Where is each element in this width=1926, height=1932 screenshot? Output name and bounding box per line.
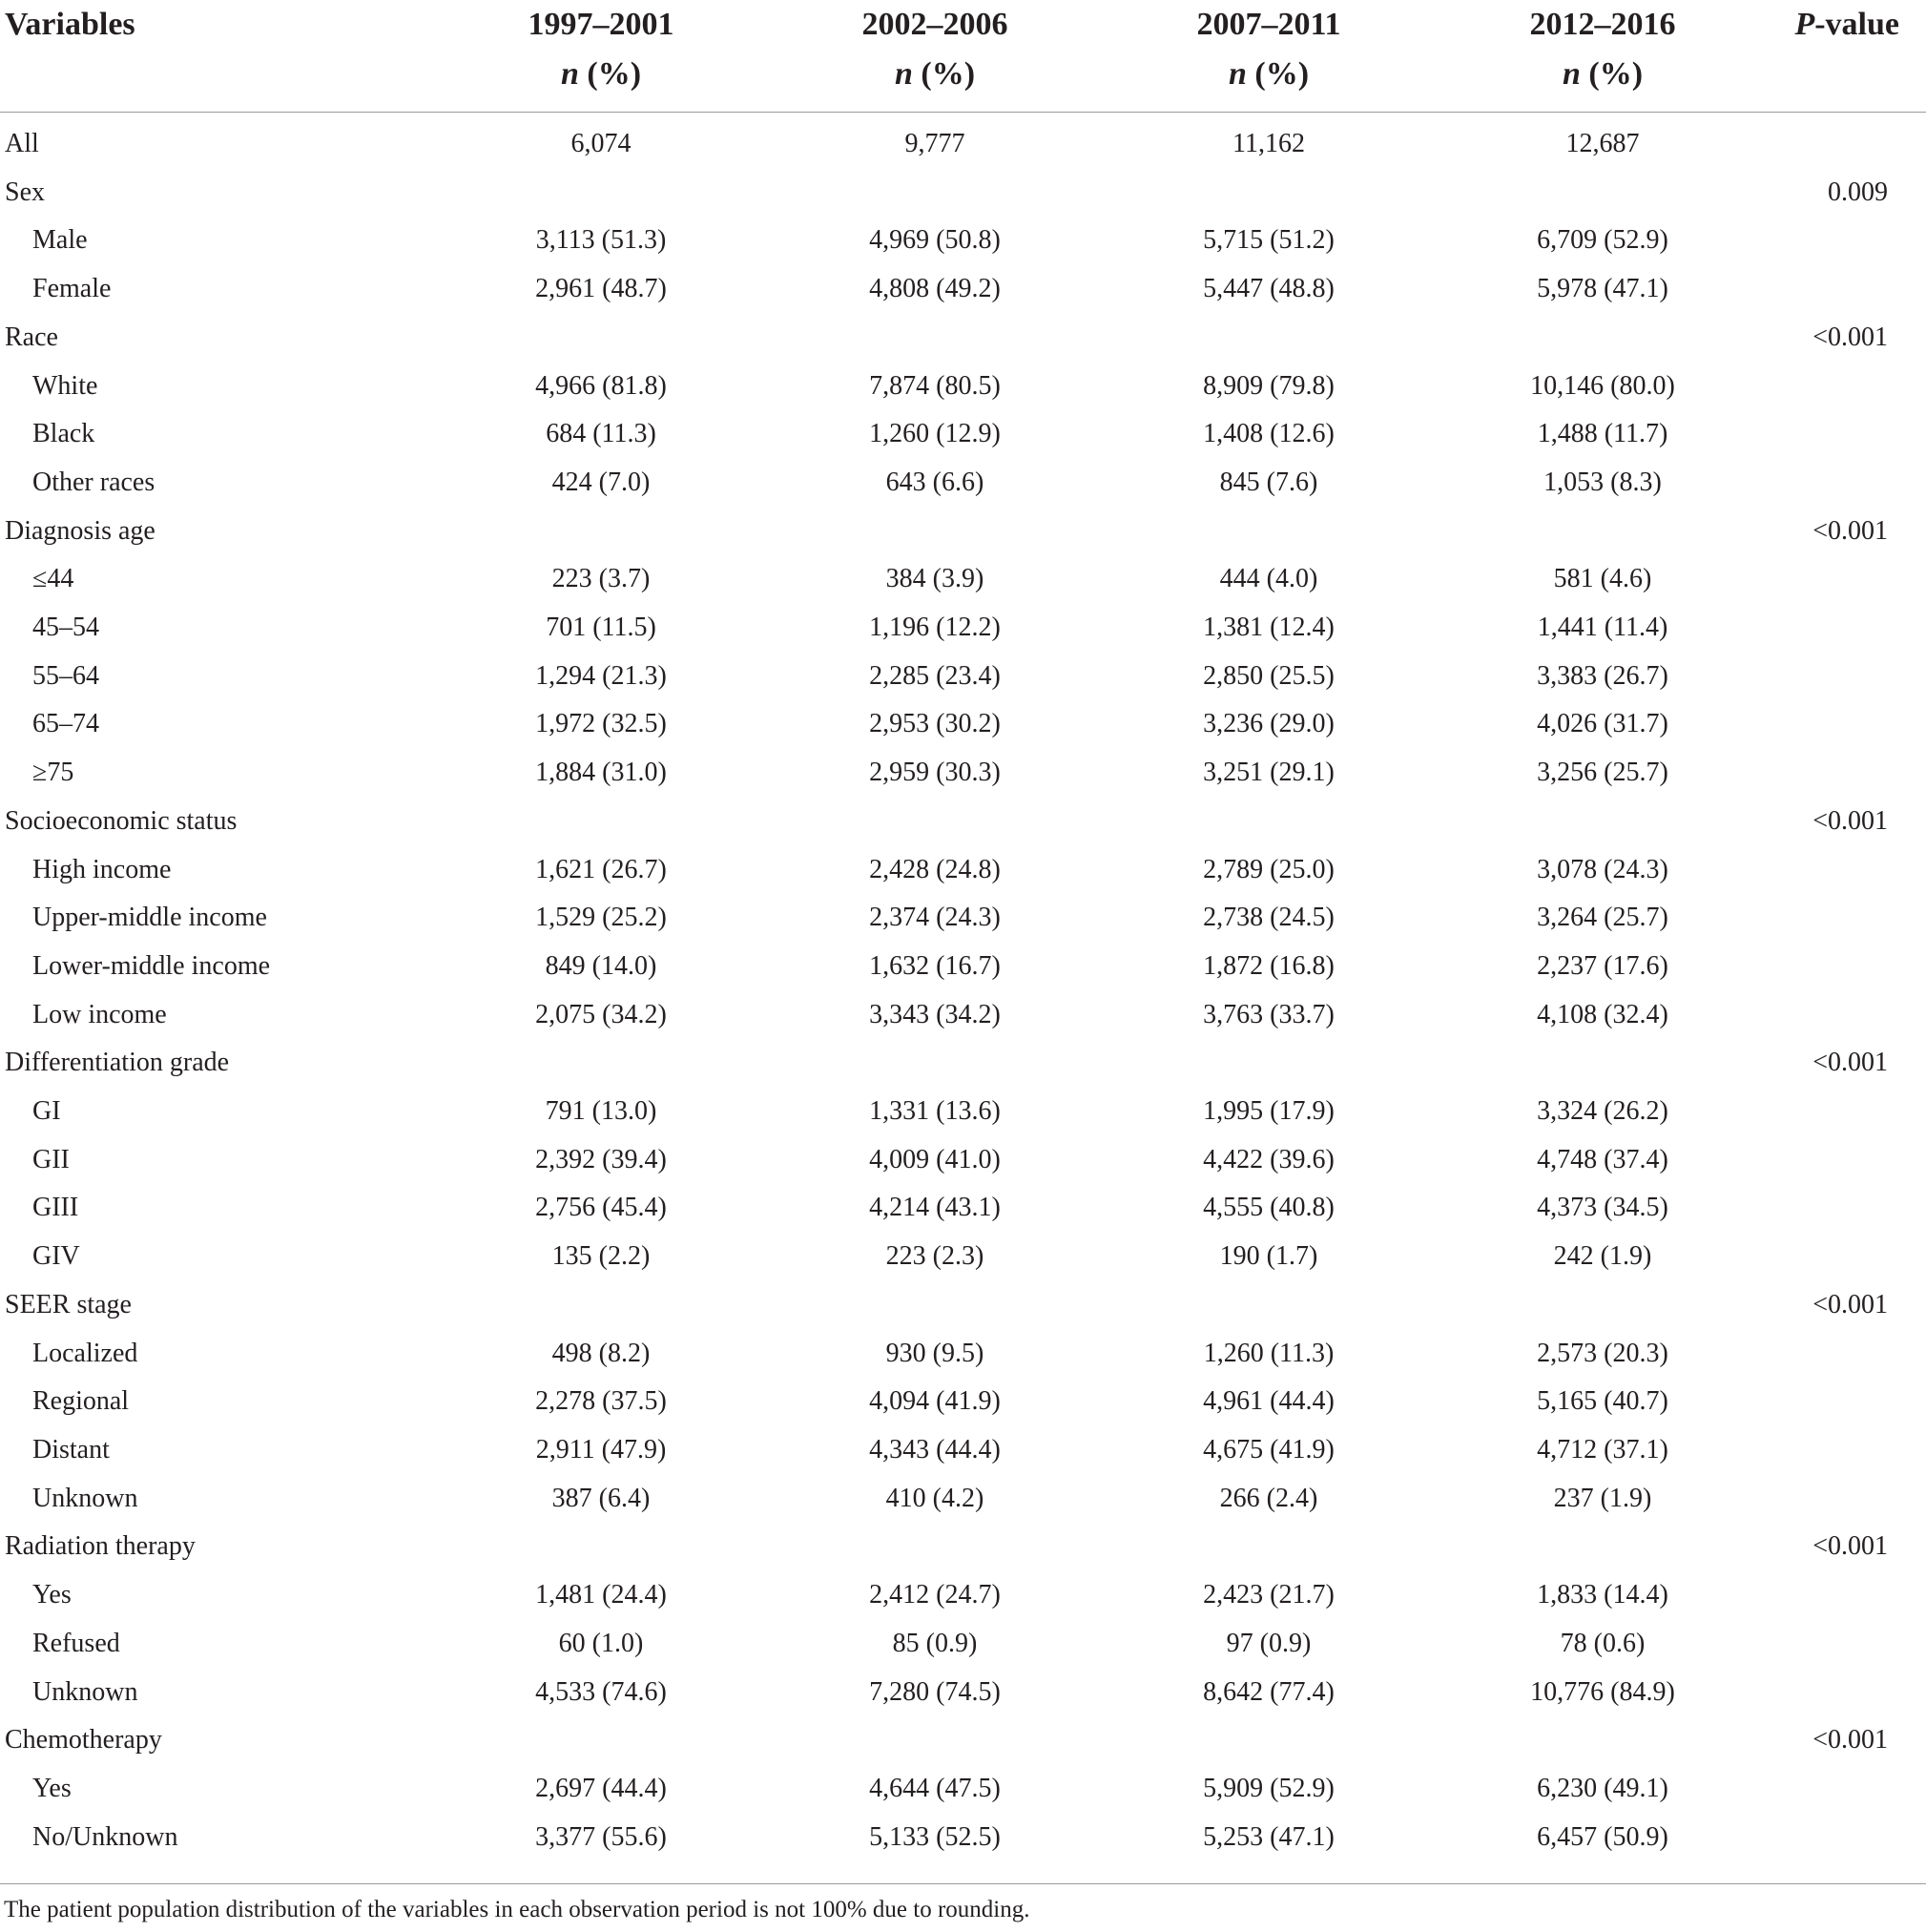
table-row bbox=[0, 1378, 1926, 1426]
cell-period-2: 2,953 (30.2) bbox=[869, 709, 1001, 739]
row-sublabel: White bbox=[32, 370, 98, 401]
cell-period-3: 5,447 (48.8) bbox=[1203, 274, 1335, 304]
cell-pvalue bbox=[1770, 700, 1926, 749]
row-sublabel: ≤44 bbox=[32, 564, 74, 594]
cell-period-1: 60 (1.0) bbox=[558, 1628, 644, 1658]
table-row bbox=[0, 217, 1926, 265]
cell-period-1: 1,621 (26.7) bbox=[535, 854, 667, 884]
table-row bbox=[0, 1136, 1926, 1185]
cell-pvalue bbox=[1770, 991, 1926, 1040]
cell-period-2: 3,343 (34.2) bbox=[869, 999, 1001, 1029]
cell-pvalue bbox=[1770, 1136, 1926, 1185]
cell-period-4: 581 (4.6) bbox=[1553, 564, 1652, 594]
row-sublabel: Refused bbox=[32, 1628, 120, 1658]
cell-period-4 bbox=[1436, 508, 1770, 556]
header-pct-symbol: (%) bbox=[1254, 56, 1310, 92]
cell-period-4: 1,488 (11.7) bbox=[1537, 419, 1668, 449]
cell-period-2: 384 (3.9) bbox=[885, 564, 984, 594]
table-row bbox=[0, 653, 1926, 701]
cell-period-4 bbox=[1436, 1281, 1770, 1330]
row-sublabel: Unknown bbox=[32, 1676, 138, 1707]
cell-period-1: 1,481 (24.4) bbox=[535, 1580, 667, 1610]
cell-period-1: 2,392 (39.4) bbox=[535, 1144, 667, 1174]
cell-period-4: 4,748 (37.4) bbox=[1537, 1144, 1668, 1174]
cell-pvalue bbox=[1770, 749, 1926, 798]
header-pct-symbol: (%) bbox=[587, 56, 642, 92]
cell-period-2: 2,374 (24.3) bbox=[869, 903, 1001, 933]
cell-pvalue: <0.001 bbox=[1812, 515, 1888, 546]
cell-period-1: 2,075 (34.2) bbox=[535, 999, 667, 1029]
row-sublabel: Localized bbox=[32, 1338, 138, 1368]
row-sublabel: No/Unknown bbox=[32, 1821, 178, 1852]
cell-period-2: 4,214 (43.1) bbox=[869, 1193, 1001, 1223]
header-period-2: 2002–2006 bbox=[861, 7, 1008, 42]
row-sublabel: GII bbox=[32, 1144, 70, 1174]
cell-pvalue bbox=[1770, 1669, 1926, 1717]
header-pvalue-rest: -value bbox=[1814, 7, 1899, 42]
cell-period-3: 8,909 (79.8) bbox=[1203, 370, 1335, 401]
row-sublabel: GI bbox=[32, 1096, 61, 1127]
cell-pvalue bbox=[1770, 1184, 1926, 1233]
header-n-pct-2 bbox=[768, 50, 1102, 113]
table-row bbox=[0, 1281, 1926, 1330]
row-sublabel: Distant bbox=[32, 1434, 110, 1465]
table-row bbox=[0, 1426, 1926, 1475]
cell-period-4: 6,709 (52.9) bbox=[1537, 225, 1668, 256]
header-pvalue-p: P bbox=[1794, 7, 1815, 42]
cell-period-4: 4,026 (31.7) bbox=[1537, 709, 1668, 739]
table-row bbox=[0, 265, 1926, 314]
cell-period-4: 4,373 (34.5) bbox=[1537, 1193, 1668, 1223]
cell-pvalue: <0.001 bbox=[1812, 1289, 1888, 1319]
cell-period-1: 4,966 (81.8) bbox=[535, 370, 667, 401]
cell-period-2: 1,196 (12.2) bbox=[869, 613, 1001, 643]
table-row bbox=[0, 410, 1926, 459]
cell-pvalue bbox=[1770, 459, 1926, 508]
table-row bbox=[0, 894, 1926, 943]
table-row bbox=[0, 798, 1926, 846]
cell-pvalue: <0.001 bbox=[1812, 805, 1888, 836]
table-row bbox=[0, 1233, 1926, 1281]
cell-period-1: 6,074 bbox=[570, 129, 632, 158]
cell-period-2: 1,632 (16.7) bbox=[869, 950, 1001, 981]
row-sublabel: 65–74 bbox=[32, 709, 99, 739]
cell-period-2: 7,280 (74.5) bbox=[869, 1676, 1001, 1707]
cell-pvalue bbox=[1770, 894, 1926, 943]
cell-period-4: 3,256 (25.7) bbox=[1537, 758, 1668, 788]
cell-period-3: 5,909 (52.9) bbox=[1203, 1773, 1335, 1803]
table-row bbox=[0, 169, 1926, 218]
cell-period-3 bbox=[1102, 1281, 1436, 1330]
table-row bbox=[0, 555, 1926, 604]
header-n-symbol: n bbox=[1562, 56, 1581, 92]
row-sublabel: Unknown bbox=[32, 1483, 138, 1513]
cell-period-3 bbox=[1102, 314, 1436, 363]
cell-pvalue bbox=[1770, 1378, 1926, 1426]
cell-period-4: 5,978 (47.1) bbox=[1537, 274, 1668, 304]
cell-pvalue bbox=[1770, 1571, 1926, 1620]
table-header bbox=[0, 0, 1926, 113]
row-sublabel: Yes bbox=[32, 1773, 72, 1803]
cell-period-1: 2,961 (48.7) bbox=[535, 274, 667, 304]
cell-period-1 bbox=[434, 508, 768, 556]
cell-period-1: 849 (14.0) bbox=[545, 950, 657, 981]
cell-period-2: 4,644 (47.5) bbox=[869, 1773, 1001, 1803]
row-category-label: SEER stage bbox=[5, 1289, 132, 1319]
cell-pvalue bbox=[1770, 217, 1926, 265]
row-sublabel: Yes bbox=[32, 1580, 72, 1610]
cell-period-1: 1,529 (25.2) bbox=[535, 903, 667, 933]
table-row bbox=[0, 700, 1926, 749]
cell-period-3: 4,422 (39.6) bbox=[1203, 1144, 1335, 1174]
cell-period-1: 2,756 (45.4) bbox=[535, 1193, 667, 1223]
cell-pvalue: <0.001 bbox=[1812, 322, 1888, 352]
row-category-label: Chemotherapy bbox=[5, 1725, 162, 1755]
cell-period-3: 4,555 (40.8) bbox=[1203, 1193, 1335, 1223]
cell-period-3: 2,738 (24.5) bbox=[1203, 903, 1335, 933]
header-blank bbox=[1770, 50, 1926, 113]
table-row bbox=[0, 1765, 1926, 1814]
table-row bbox=[0, 113, 1926, 169]
cell-period-4: 12,687 bbox=[1565, 129, 1640, 158]
cell-period-3: 8,642 (77.4) bbox=[1203, 1676, 1335, 1707]
cell-period-1 bbox=[434, 1281, 768, 1330]
cell-period-2 bbox=[768, 798, 1102, 846]
cell-period-4: 78 (0.6) bbox=[1560, 1628, 1646, 1658]
row-category-label: Race bbox=[5, 322, 58, 352]
cell-period-3: 3,251 (29.1) bbox=[1203, 758, 1335, 788]
header-n-symbol: n bbox=[560, 56, 579, 92]
cell-period-3: 845 (7.6) bbox=[1219, 467, 1318, 497]
cell-period-2 bbox=[768, 1039, 1102, 1088]
cell-period-2: 7,874 (80.5) bbox=[869, 370, 1001, 401]
cell-period-4 bbox=[1436, 169, 1770, 218]
cell-pvalue bbox=[1770, 1475, 1926, 1524]
cell-period-4: 4,712 (37.1) bbox=[1537, 1434, 1668, 1465]
cell-period-3: 190 (1.7) bbox=[1219, 1241, 1318, 1272]
cell-period-1: 223 (3.7) bbox=[551, 564, 651, 594]
cell-period-4: 3,264 (25.7) bbox=[1537, 903, 1668, 933]
row-category-label: Radiation therapy bbox=[5, 1531, 196, 1562]
cell-period-3: 444 (4.0) bbox=[1219, 564, 1318, 594]
table-footnote: The patient population distribution of the variables in each observation period is not 100% due to rounding. bbox=[4, 1897, 1030, 1922]
cell-period-2 bbox=[768, 1281, 1102, 1330]
cell-period-4 bbox=[1436, 1716, 1770, 1765]
header-blank bbox=[0, 50, 434, 113]
table-row bbox=[0, 1669, 1926, 1717]
cell-pvalue bbox=[1770, 943, 1926, 991]
cell-pvalue bbox=[1770, 1620, 1926, 1669]
cell-period-4: 10,776 (84.9) bbox=[1530, 1676, 1675, 1707]
cell-period-4: 3,078 (24.3) bbox=[1537, 854, 1668, 884]
cell-period-3: 5,715 (51.2) bbox=[1203, 225, 1335, 256]
cell-period-3 bbox=[1102, 798, 1436, 846]
cell-period-4: 3,324 (26.2) bbox=[1537, 1096, 1668, 1127]
table-row bbox=[0, 943, 1926, 991]
cell-period-3: 1,381 (12.4) bbox=[1203, 613, 1335, 643]
cell-period-2: 2,412 (24.7) bbox=[869, 1580, 1001, 1610]
cell-period-2: 4,808 (49.2) bbox=[869, 274, 1001, 304]
cell-period-2 bbox=[768, 508, 1102, 556]
header-n-pct-4 bbox=[1436, 50, 1770, 113]
cell-period-2: 643 (6.6) bbox=[885, 467, 984, 497]
header-n-symbol: n bbox=[894, 56, 913, 92]
cell-pvalue bbox=[1770, 604, 1926, 653]
row-sublabel: Upper-middle income bbox=[32, 903, 267, 933]
table-body bbox=[0, 113, 1926, 1862]
cell-pvalue bbox=[1770, 1233, 1926, 1281]
row-sublabel: Male bbox=[32, 225, 88, 256]
cell-period-3: 97 (0.9) bbox=[1226, 1628, 1312, 1658]
footnote-divider bbox=[0, 1883, 1926, 1884]
cell-period-3: 11,162 bbox=[1232, 129, 1305, 158]
row-category-label: Differentiation grade bbox=[5, 1048, 230, 1078]
table-row bbox=[0, 749, 1926, 798]
cell-period-1: 387 (6.4) bbox=[551, 1483, 651, 1513]
cell-period-3: 5,253 (47.1) bbox=[1203, 1821, 1335, 1852]
cell-period-4: 3,383 (26.7) bbox=[1537, 660, 1668, 691]
cell-pvalue bbox=[1770, 653, 1926, 701]
row-sublabel: High income bbox=[32, 854, 172, 884]
row-sublabel: Female bbox=[32, 274, 112, 304]
cell-period-3: 2,850 (25.5) bbox=[1203, 660, 1335, 691]
cell-period-1: 2,278 (37.5) bbox=[535, 1386, 667, 1417]
cell-pvalue bbox=[1770, 113, 1926, 169]
table-row bbox=[0, 363, 1926, 411]
header-pvalue bbox=[1770, 0, 1926, 50]
cell-period-4 bbox=[1436, 1039, 1770, 1088]
cell-period-2: 4,969 (50.8) bbox=[869, 225, 1001, 256]
cell-period-4 bbox=[1436, 314, 1770, 363]
cell-period-4: 6,230 (49.1) bbox=[1537, 1773, 1668, 1803]
cell-period-4: 1,441 (11.4) bbox=[1537, 613, 1668, 643]
cell-period-2: 2,959 (30.3) bbox=[869, 758, 1001, 788]
header-variables: Variables bbox=[5, 7, 135, 42]
cell-period-4: 10,146 (80.0) bbox=[1530, 370, 1675, 401]
header-period-3: 2007–2011 bbox=[1196, 7, 1341, 42]
cell-period-3 bbox=[1102, 1716, 1436, 1765]
row-sublabel: Low income bbox=[32, 999, 167, 1029]
row-category-label: Diagnosis age bbox=[5, 515, 155, 546]
cell-period-1: 4,533 (74.6) bbox=[535, 1676, 667, 1707]
cell-period-2 bbox=[768, 1716, 1102, 1765]
cell-period-1: 3,113 (51.3) bbox=[535, 225, 667, 256]
table-row bbox=[0, 1330, 1926, 1379]
cell-period-1: 424 (7.0) bbox=[551, 467, 651, 497]
table-row bbox=[0, 1088, 1926, 1136]
cell-period-1: 1,884 (31.0) bbox=[535, 758, 667, 788]
row-sublabel: 45–54 bbox=[32, 613, 99, 643]
table-row bbox=[0, 1039, 1926, 1088]
cell-period-4 bbox=[1436, 1523, 1770, 1571]
cell-period-4: 237 (1.9) bbox=[1553, 1483, 1652, 1513]
cell-pvalue bbox=[1770, 1426, 1926, 1475]
row-sublabel: Black bbox=[32, 419, 95, 449]
cell-pvalue bbox=[1770, 1330, 1926, 1379]
cell-pvalue bbox=[1770, 410, 1926, 459]
cell-period-3: 4,961 (44.4) bbox=[1203, 1386, 1335, 1417]
cell-pvalue bbox=[1770, 363, 1926, 411]
cell-period-3 bbox=[1102, 169, 1436, 218]
row-sublabel: GIII bbox=[32, 1193, 79, 1223]
table-row bbox=[0, 1814, 1926, 1862]
header-n-pct-3 bbox=[1102, 50, 1436, 113]
cell-period-1: 684 (11.3) bbox=[546, 419, 656, 449]
cell-period-1 bbox=[434, 1716, 768, 1765]
row-sublabel: 55–64 bbox=[32, 660, 99, 691]
cell-period-1: 3,377 (55.6) bbox=[535, 1821, 667, 1852]
cell-period-4: 4,108 (32.4) bbox=[1537, 999, 1668, 1029]
table-row bbox=[0, 846, 1926, 895]
row-sublabel: GIV bbox=[32, 1241, 80, 1272]
cell-period-2: 2,428 (24.8) bbox=[869, 854, 1001, 884]
cell-pvalue bbox=[1770, 1765, 1926, 1814]
table-row bbox=[0, 1523, 1926, 1571]
header-pct-symbol: (%) bbox=[921, 56, 976, 92]
header-n-symbol: n bbox=[1228, 56, 1247, 92]
cell-period-4: 2,237 (17.6) bbox=[1537, 950, 1668, 981]
header-period-1: 1997–2001 bbox=[528, 7, 674, 42]
table-row bbox=[0, 1571, 1926, 1620]
cell-pvalue: <0.001 bbox=[1812, 1725, 1888, 1755]
cell-pvalue bbox=[1770, 265, 1926, 314]
cell-pvalue bbox=[1770, 846, 1926, 895]
table-row bbox=[0, 1475, 1926, 1524]
cell-period-4: 1,053 (8.3) bbox=[1543, 467, 1662, 497]
cell-period-1: 498 (8.2) bbox=[551, 1338, 651, 1368]
cell-period-1 bbox=[434, 798, 768, 846]
cell-period-2: 410 (4.2) bbox=[885, 1483, 984, 1513]
cell-period-2: 4,343 (44.4) bbox=[869, 1434, 1001, 1465]
cell-period-4: 6,457 (50.9) bbox=[1537, 1821, 1668, 1852]
cell-period-2: 1,260 (12.9) bbox=[869, 419, 1001, 449]
table-row bbox=[0, 1184, 1926, 1233]
cell-period-3: 266 (2.4) bbox=[1219, 1483, 1318, 1513]
row-sublabel: Lower-middle income bbox=[32, 950, 271, 981]
cell-period-2: 2,285 (23.4) bbox=[869, 660, 1001, 691]
cell-period-3 bbox=[1102, 1039, 1436, 1088]
cell-pvalue: <0.001 bbox=[1812, 1048, 1888, 1078]
cell-period-4: 2,573 (20.3) bbox=[1537, 1338, 1668, 1368]
cell-period-3: 4,675 (41.9) bbox=[1203, 1434, 1335, 1465]
cell-period-4: 1,833 (14.4) bbox=[1537, 1580, 1668, 1610]
cell-pvalue bbox=[1770, 555, 1926, 604]
row-category-label: Sex bbox=[5, 177, 45, 207]
cell-period-1: 701 (11.5) bbox=[546, 613, 656, 643]
cell-period-1 bbox=[434, 314, 768, 363]
header-period-4: 2012–2016 bbox=[1529, 7, 1676, 42]
cell-period-1 bbox=[434, 169, 768, 218]
cell-period-3: 2,423 (21.7) bbox=[1203, 1580, 1335, 1610]
cell-period-4: 5,165 (40.7) bbox=[1537, 1386, 1668, 1417]
header-pct-symbol: (%) bbox=[1588, 56, 1644, 92]
cell-period-2: 9,777 bbox=[904, 129, 965, 158]
cell-period-1: 135 (2.2) bbox=[551, 1241, 651, 1272]
cell-period-1: 2,911 (47.9) bbox=[535, 1434, 667, 1465]
table-row bbox=[0, 604, 1926, 653]
cell-period-2: 4,094 (41.9) bbox=[869, 1386, 1001, 1417]
cell-period-1: 2,697 (44.4) bbox=[535, 1773, 667, 1803]
row-sublabel: ≥75 bbox=[32, 758, 74, 788]
cell-period-3: 1,260 (11.3) bbox=[1203, 1338, 1335, 1368]
cell-pvalue bbox=[1770, 1814, 1926, 1862]
row-sublabel: Regional bbox=[32, 1386, 130, 1417]
cell-pvalue: 0.009 bbox=[1828, 177, 1888, 207]
row-category-label: Socioeconomic status bbox=[5, 805, 238, 836]
cell-period-3: 1,872 (16.8) bbox=[1203, 950, 1335, 981]
cell-period-2: 930 (9.5) bbox=[885, 1338, 984, 1368]
row-sublabel: Other races bbox=[32, 467, 155, 497]
cell-period-2 bbox=[768, 169, 1102, 218]
cell-period-1 bbox=[434, 1039, 768, 1088]
cell-pvalue: <0.001 bbox=[1812, 1531, 1888, 1562]
cell-period-2: 85 (0.9) bbox=[892, 1628, 978, 1658]
cell-period-2: 1,331 (13.6) bbox=[869, 1096, 1001, 1127]
cell-period-3: 1,995 (17.9) bbox=[1203, 1096, 1335, 1127]
table-row bbox=[0, 508, 1926, 556]
cell-period-2: 223 (2.3) bbox=[885, 1241, 984, 1272]
cell-period-3: 2,789 (25.0) bbox=[1203, 854, 1335, 884]
cell-period-3 bbox=[1102, 1523, 1436, 1571]
cell-period-3 bbox=[1102, 508, 1436, 556]
cell-period-3: 3,763 (33.7) bbox=[1203, 999, 1335, 1029]
table-row bbox=[0, 1620, 1926, 1669]
table-row bbox=[0, 1716, 1926, 1765]
cell-period-2 bbox=[768, 314, 1102, 363]
cell-pvalue bbox=[1770, 1088, 1926, 1136]
cell-period-1: 791 (13.0) bbox=[545, 1096, 657, 1127]
table-row bbox=[0, 459, 1926, 508]
table-row bbox=[0, 991, 1926, 1040]
cell-period-2: 4,009 (41.0) bbox=[869, 1144, 1001, 1174]
cell-period-4 bbox=[1436, 798, 1770, 846]
cell-period-1: 1,294 (21.3) bbox=[535, 660, 667, 691]
cell-period-3: 1,408 (12.6) bbox=[1203, 419, 1335, 449]
cell-period-3: 3,236 (29.0) bbox=[1203, 709, 1335, 739]
cell-period-2 bbox=[768, 1523, 1102, 1571]
cell-period-4: 242 (1.9) bbox=[1553, 1241, 1652, 1272]
table-row bbox=[0, 314, 1926, 363]
header-n-pct-1 bbox=[434, 50, 768, 113]
cell-period-1: 1,972 (32.5) bbox=[535, 709, 667, 739]
row-category-label: All bbox=[5, 129, 39, 158]
cell-period-1 bbox=[434, 1523, 768, 1571]
cell-period-2: 5,133 (52.5) bbox=[869, 1821, 1001, 1852]
